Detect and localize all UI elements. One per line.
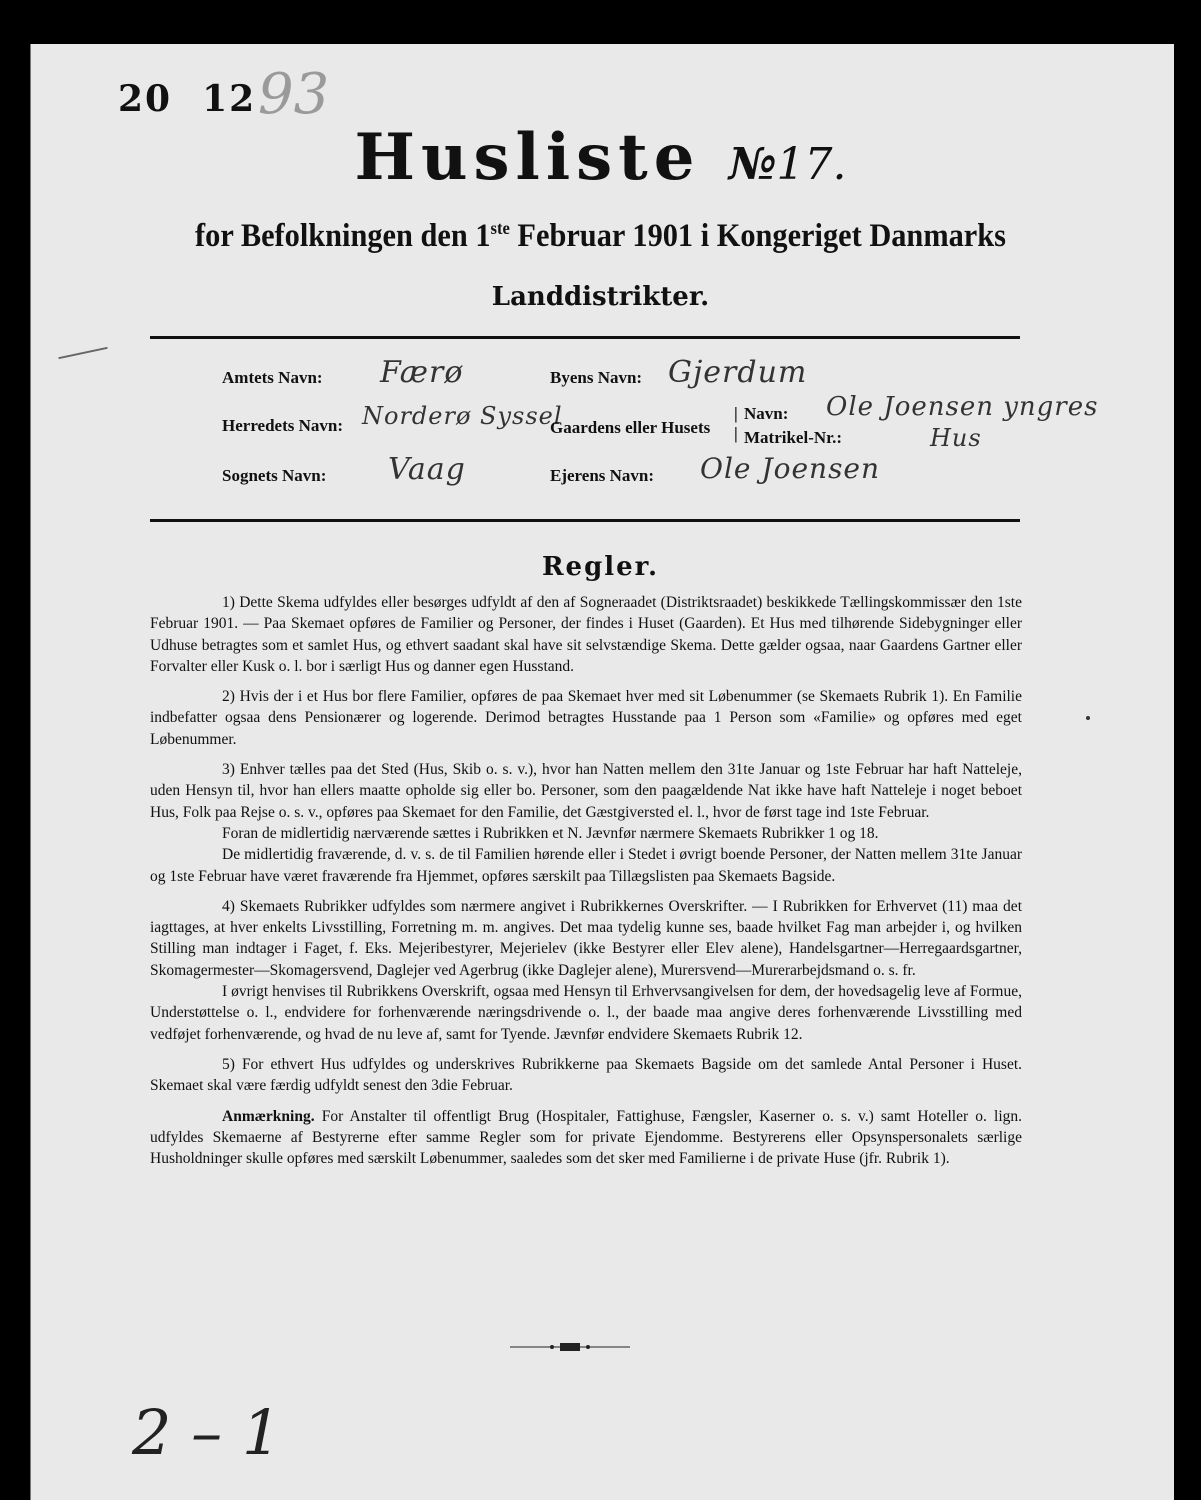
page-title <box>0 120 1201 195</box>
sogn-value: Vaag <box>388 452 466 487</box>
divider-top <box>150 336 1020 339</box>
brace: | | <box>734 404 738 443</box>
matrikel-value: Hus <box>930 424 982 452</box>
herred-value: Norderø Syssel <box>362 402 563 430</box>
sogn-label: Sognets Navn: <box>222 466 327 485</box>
number-prefix: № <box>728 139 777 190</box>
rule-1: 1) Dette Skema udfyldes eller besørges udfyldt af den af Sogneraadet (Distriktsraadet) beskikkede Tællingskommissær den 1ste Februar 1901. — Paa Skemaet opføres de Familier og Personer, der findes i Huset (Gaarden). Et Hus med tilhørende Sidebygninger eller Udhuse betragtes som et samlet Hus, og ethvert saadant skal have sit selvstændige Skema. Dette gælder ogsaa, naar Gaardens Gartner eller Forvalter eller Kusk o. l. bor i særligt Hus og danner egen Husstand. <box>150 594 1022 675</box>
rule-3-cont-a: Foran de midlertidig nærværende sættes i Rubrikken et N. Jævnfør nærmere Skemaets Rubrikker 1 og 18. <box>222 824 879 842</box>
herred-label: Herredets Navn: <box>222 416 344 435</box>
corner-number-1: 20 <box>118 78 173 120</box>
rule-2: 2) Hvis der i et Hus bor flere Familier, opføres de paa Skemaet hver med sit Løbenummer (se Skemaets Rubrik 1). En Familie indbefatter ogsaa dens Pensionærer og logerende. Derimod betragtes Husstande paa 1 Person som «Familie» og opføres med eget Løbenummer. <box>150 688 1022 748</box>
handwritten-number: 93 <box>258 62 330 127</box>
navn-value: Ole Joensen yngres <box>826 392 1099 422</box>
title-text: Husliste <box>354 120 701 195</box>
note-body: For Anstalter til offentligt Brug (Hospitaler, Fattighuse, Fængsler, Kaserner o. s. v.) samt Hoteller o. lign. udfyldes Skemaerne af Bestyrerne efter samme Regler som for private Ejendomme. Bestyrerens eller Opsynspersonalets særlige Husholdninger skulle opføres med særskilt Løbenummer, saaledes som det sker med Familierne i de private Huse (jfr. Rubrik 1). <box>150 1107 1022 1168</box>
navn-label: Navn: <box>744 404 789 423</box>
rules-body <box>150 592 1022 1178</box>
matrikel-label: Matrikel-Nr.: <box>744 428 843 447</box>
rule-5: 5) For ethvert Hus udfyldes og underskrives Rubrikkerne paa Skemaets Bagside om det samlede Antal Personer i Huset. Skemaet skal være færdig udfyldt senest den 3die Februar. <box>150 1055 1022 1095</box>
rule-3: 3) Enhver tælles paa det Sted (Hus, Skib o. s. v.), hvor han Natten mellem den 31te Januar og 1ste Februar har haft Natteleje, uden Hensyn til, hvor han ellers maatte opholde sig eller bo. Personer, som den paagældende Nat ikke have haft Natteleje i noget beboet Hus, Folk paa Rejse o. s. v., opføres paa Skemaet for den Familie, det Gæstgiversted el. l., hvor de først tage ind 1ste Februar. <box>150 761 1022 821</box>
note-head: Anmærkning. <box>222 1107 315 1125</box>
amt-value: Færø <box>380 355 464 390</box>
handwritten-footer-mark: 2 – 1 <box>132 1396 282 1469</box>
handwritten-list-number: 17. <box>776 139 847 190</box>
rule-3-cont-b: De midlertidig fraværende, d. v. s. de til Familien hørende eller i Stedet i øvrigt boende Personer, der Natten mellem 31te Januar og 1ste Februar have været fraværende fra Hjemmet, opføres særskilt paa Tillægslisten paa Skemaets Bagside. <box>150 846 1022 885</box>
corner-number <box>118 78 256 120</box>
gaard-label: Gaardens eller Husets <box>550 418 711 437</box>
amt-label: Amtets Navn: <box>222 368 323 387</box>
subtitle-pre: for Befolkningen den 1 <box>195 218 491 254</box>
subtitle-sup: ste <box>490 218 510 238</box>
subtitle-post: Februar 1901 i Kongeriget Danmarks <box>509 218 1006 254</box>
ejer-value: Ole Joensen <box>700 452 881 485</box>
ornament-divider <box>510 1340 630 1354</box>
district-label: Landdistrikter. <box>491 282 710 312</box>
rules-title: Regler. <box>541 552 660 582</box>
stray-dot <box>1086 716 1090 720</box>
rule-4: 4) Skemaets Rubrikker udfyldes som nærmere angivet i Rubrikkernes Overskrifter. — I Rubrikken for Erhvervet (11) maa det iagttages, at hver enkelts Livsstilling, Forretning m. m. angives. Det maa tydelig kunne ses, baade hvilket Fag man arbejder i, og hvilken Stilling man indtager i Faget, f. Eks. Mejeribestyrer, Mejerielev (ikke Bestyrer eller Elev alene), Handelsgartner—Herregaardsgartner, Skomagermester—Skomagersvend, Daglejer ved Agerbrug (ikke Daglejer alene), Murersvend—Murerarbejdsmand o. s. fr. <box>150 897 1022 979</box>
corner-number-2: 12 <box>202 78 257 120</box>
by-label: Byens Navn: <box>550 368 643 387</box>
ejer-label: Ejerens Navn: <box>550 466 655 485</box>
divider-bottom <box>150 519 1020 522</box>
rule-4-cont: I øvrigt henvises til Rubrikkens Overskrift, ogsaa med Hensyn til Erhvervsangivelsen for dem, der hovedsagelig leve af Formue, Understøttelse o. l., endvidere for forhenværende næringsdrivende o. l., der baade maa angive deres forhenværende Livsstilling med vedføjet forhenværende, og hvad de nu leve af, samt for Tyende. Jævnfør endvidere Skemaets Rubrik 12. <box>150 983 1022 1043</box>
by-value: Gjerdum <box>668 355 808 390</box>
note <box>150 1106 1022 1170</box>
subtitle <box>48 218 1153 255</box>
